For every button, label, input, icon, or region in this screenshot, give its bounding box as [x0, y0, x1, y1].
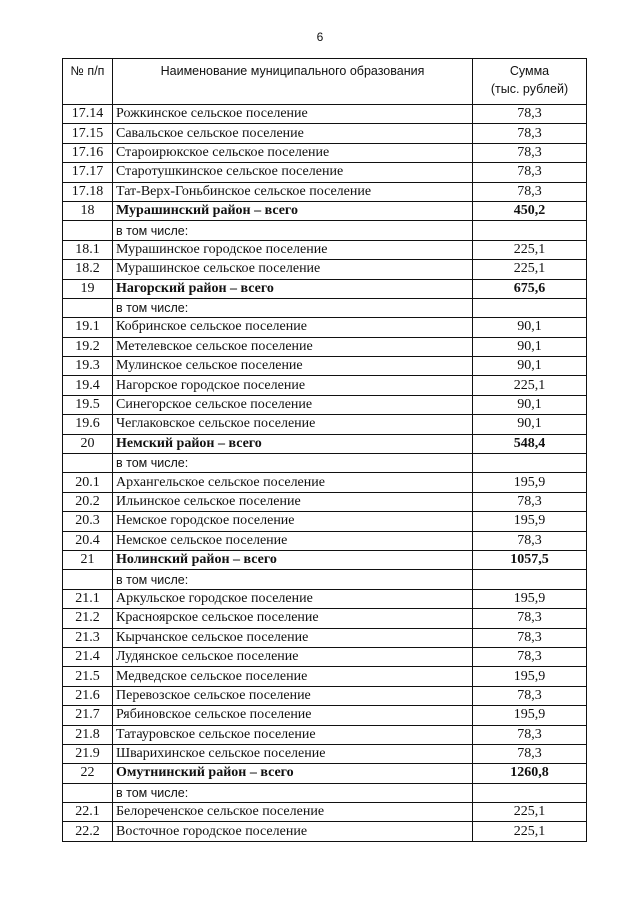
row-number	[63, 783, 113, 802]
row-sum: 195,9	[473, 512, 587, 531]
row-municipality-name: Мурашинский район – всего	[113, 201, 473, 220]
row-sum: 90,1	[473, 415, 587, 434]
row-sum: 225,1	[473, 240, 587, 259]
table-row	[63, 182, 587, 201]
row-number: 21.7	[63, 706, 113, 725]
row-number: 19	[63, 279, 113, 298]
table-row-district-total	[63, 279, 587, 298]
row-sum: 225,1	[473, 260, 587, 279]
row-municipality-name: Красноярское сельское поселение	[113, 609, 473, 628]
row-sum: 78,3	[473, 492, 587, 511]
row-sum: 225,1	[473, 376, 587, 395]
row-number: 18.2	[63, 260, 113, 279]
row-number: 21.5	[63, 667, 113, 686]
row-municipality-name: Нагорский район – всего	[113, 279, 473, 298]
table-row-district-total	[63, 201, 587, 220]
table-row	[63, 473, 587, 492]
row-sum: 78,3	[473, 725, 587, 744]
row-sum: 225,1	[473, 822, 587, 841]
table-row	[63, 609, 587, 628]
row-number: 22	[63, 764, 113, 783]
table-row-district-total	[63, 764, 587, 783]
header-sum-unit: (тыс. рублей)	[490, 82, 569, 96]
table-row	[63, 318, 587, 337]
row-municipality-name: Мурашинское сельское поселение	[113, 260, 473, 279]
table-row	[63, 492, 587, 511]
row-municipality-name: Синегорское сельское поселение	[113, 395, 473, 414]
row-sum: 675,6	[473, 279, 587, 298]
row-number	[63, 298, 113, 317]
row-number: 21.4	[63, 647, 113, 666]
row-municipality-name: Омутнинский район – всего	[113, 764, 473, 783]
table-row-subheading	[63, 454, 587, 473]
row-sum	[473, 783, 587, 802]
table-row	[63, 628, 587, 647]
row-municipality-name: Перевозское сельское поселение	[113, 686, 473, 705]
row-municipality-name: Нагорское городское поселение	[113, 376, 473, 395]
row-sum: 195,9	[473, 667, 587, 686]
row-municipality-name: Немское сельское поселение	[113, 531, 473, 550]
table-row	[63, 589, 587, 608]
row-number: 21.8	[63, 725, 113, 744]
row-number: 20.4	[63, 531, 113, 550]
header-sum	[473, 59, 587, 105]
row-municipality-name: Кырчанское сельское поселение	[113, 628, 473, 647]
row-municipality-name: Чеглаковское сельское поселение	[113, 415, 473, 434]
row-municipality-name: Татауровское сельское поселение	[113, 725, 473, 744]
table-row	[63, 686, 587, 705]
row-sum: 78,3	[473, 609, 587, 628]
row-number: 20.1	[63, 473, 113, 492]
table-row	[63, 725, 587, 744]
header-name: Наименование муниципального образования	[113, 59, 473, 105]
page-number: 6	[316, 30, 324, 44]
row-municipality-name: Медведское сельское поселение	[113, 667, 473, 686]
row-sum: 1260,8	[473, 764, 587, 783]
table-row	[63, 531, 587, 550]
row-municipality-name: в том числе:	[113, 454, 473, 473]
row-number	[63, 454, 113, 473]
row-number	[63, 221, 113, 240]
header-number: № п/п	[63, 59, 113, 105]
table-row	[63, 415, 587, 434]
row-number: 21.3	[63, 628, 113, 647]
row-sum: 78,3	[473, 143, 587, 162]
row-sum: 78,3	[473, 182, 587, 201]
row-number: 19.2	[63, 337, 113, 356]
row-sum	[473, 454, 587, 473]
row-number: 20	[63, 434, 113, 453]
row-sum: 78,3	[473, 647, 587, 666]
row-sum	[473, 570, 587, 589]
row-sum: 90,1	[473, 395, 587, 414]
row-municipality-name: Белореченское сельское поселение	[113, 803, 473, 822]
table-row-subheading	[63, 221, 587, 240]
table-row	[63, 124, 587, 143]
table-row	[63, 803, 587, 822]
table-row	[63, 647, 587, 666]
row-sum	[473, 298, 587, 317]
row-number: 19.1	[63, 318, 113, 337]
table-row	[63, 706, 587, 725]
row-sum: 78,3	[473, 105, 587, 124]
row-municipality-name: Рябиновское сельское поселение	[113, 706, 473, 725]
row-number: 17.14	[63, 105, 113, 124]
row-municipality-name: Мурашинское городское поселение	[113, 240, 473, 259]
table-row	[63, 163, 587, 182]
row-sum: 90,1	[473, 337, 587, 356]
row-sum: 90,1	[473, 318, 587, 337]
row-number: 22.1	[63, 803, 113, 822]
row-sum: 225,1	[473, 803, 587, 822]
row-municipality-name: Шварихинское сельское поселение	[113, 744, 473, 763]
table-row	[63, 357, 587, 376]
row-sum: 195,9	[473, 706, 587, 725]
row-municipality-name: Немское городское поселение	[113, 512, 473, 531]
row-sum: 90,1	[473, 357, 587, 376]
row-number: 19.6	[63, 415, 113, 434]
row-number: 19.5	[63, 395, 113, 414]
row-number: 19.4	[63, 376, 113, 395]
row-number: 22.2	[63, 822, 113, 841]
row-number: 17.16	[63, 143, 113, 162]
row-municipality-name: Рожкинское сельское поселение	[113, 105, 473, 124]
row-sum: 78,3	[473, 124, 587, 143]
row-municipality-name: Аркульское городское поселение	[113, 589, 473, 608]
row-municipality-name: Нолинский район – всего	[113, 550, 473, 569]
row-number: 20.3	[63, 512, 113, 531]
table-row	[63, 240, 587, 259]
row-municipality-name: в том числе:	[113, 298, 473, 317]
table-row-subheading	[63, 298, 587, 317]
row-municipality-name: Архангельское сельское поселение	[113, 473, 473, 492]
row-number: 19.3	[63, 357, 113, 376]
table-row	[63, 143, 587, 162]
row-sum: 1057,5	[473, 550, 587, 569]
row-municipality-name: Метелевское сельское поселение	[113, 337, 473, 356]
table-row	[63, 512, 587, 531]
table-row	[63, 376, 587, 395]
row-number: 21	[63, 550, 113, 569]
row-sum: 78,3	[473, 686, 587, 705]
row-municipality-name: Савальское сельское поселение	[113, 124, 473, 143]
row-number: 17.17	[63, 163, 113, 182]
row-number: 17.15	[63, 124, 113, 143]
row-municipality-name: в том числе:	[113, 221, 473, 240]
table-row	[63, 395, 587, 414]
table-row	[63, 744, 587, 763]
table-row-subheading	[63, 783, 587, 802]
table-row-district-total	[63, 550, 587, 569]
row-municipality-name: в том числе:	[113, 570, 473, 589]
table-row	[63, 337, 587, 356]
table-header-row	[63, 59, 587, 105]
row-municipality-name: Старотушкинское сельское поселение	[113, 163, 473, 182]
table-row	[63, 667, 587, 686]
row-sum: 195,9	[473, 473, 587, 492]
row-municipality-name: Тат-Верх-Гоньбинское сельское поселение	[113, 182, 473, 201]
row-number: 21.1	[63, 589, 113, 608]
table-row	[63, 105, 587, 124]
row-municipality-name: Немский район – всего	[113, 434, 473, 453]
row-number: 17.18	[63, 182, 113, 201]
table-row	[63, 260, 587, 279]
row-sum: 195,9	[473, 589, 587, 608]
row-number: 18.1	[63, 240, 113, 259]
row-sum: 78,3	[473, 163, 587, 182]
table-row	[63, 822, 587, 841]
row-municipality-name: Ильинское сельское поселение	[113, 492, 473, 511]
row-sum: 548,4	[473, 434, 587, 453]
row-municipality-name: в том числе:	[113, 783, 473, 802]
row-number: 20.2	[63, 492, 113, 511]
table-row-subheading	[63, 570, 587, 589]
row-sum: 450,2	[473, 201, 587, 220]
header-sum-title: Сумма	[509, 64, 550, 78]
row-number: 18	[63, 201, 113, 220]
row-sum	[473, 221, 587, 240]
table-body	[63, 105, 587, 842]
row-number: 21.2	[63, 609, 113, 628]
row-sum: 78,3	[473, 744, 587, 763]
row-number	[63, 570, 113, 589]
row-sum: 78,3	[473, 531, 587, 550]
row-municipality-name: Мулинское сельское поселение	[113, 357, 473, 376]
table-row-district-total	[63, 434, 587, 453]
row-municipality-name: Староирюкское сельское поселение	[113, 143, 473, 162]
row-municipality-name: Лудянское сельское поселение	[113, 647, 473, 666]
row-municipality-name: Восточное городское поселение	[113, 822, 473, 841]
row-number: 21.6	[63, 686, 113, 705]
row-sum: 78,3	[473, 628, 587, 647]
row-number: 21.9	[63, 744, 113, 763]
allocation-table	[62, 58, 587, 842]
row-municipality-name: Кобринское сельское поселение	[113, 318, 473, 337]
